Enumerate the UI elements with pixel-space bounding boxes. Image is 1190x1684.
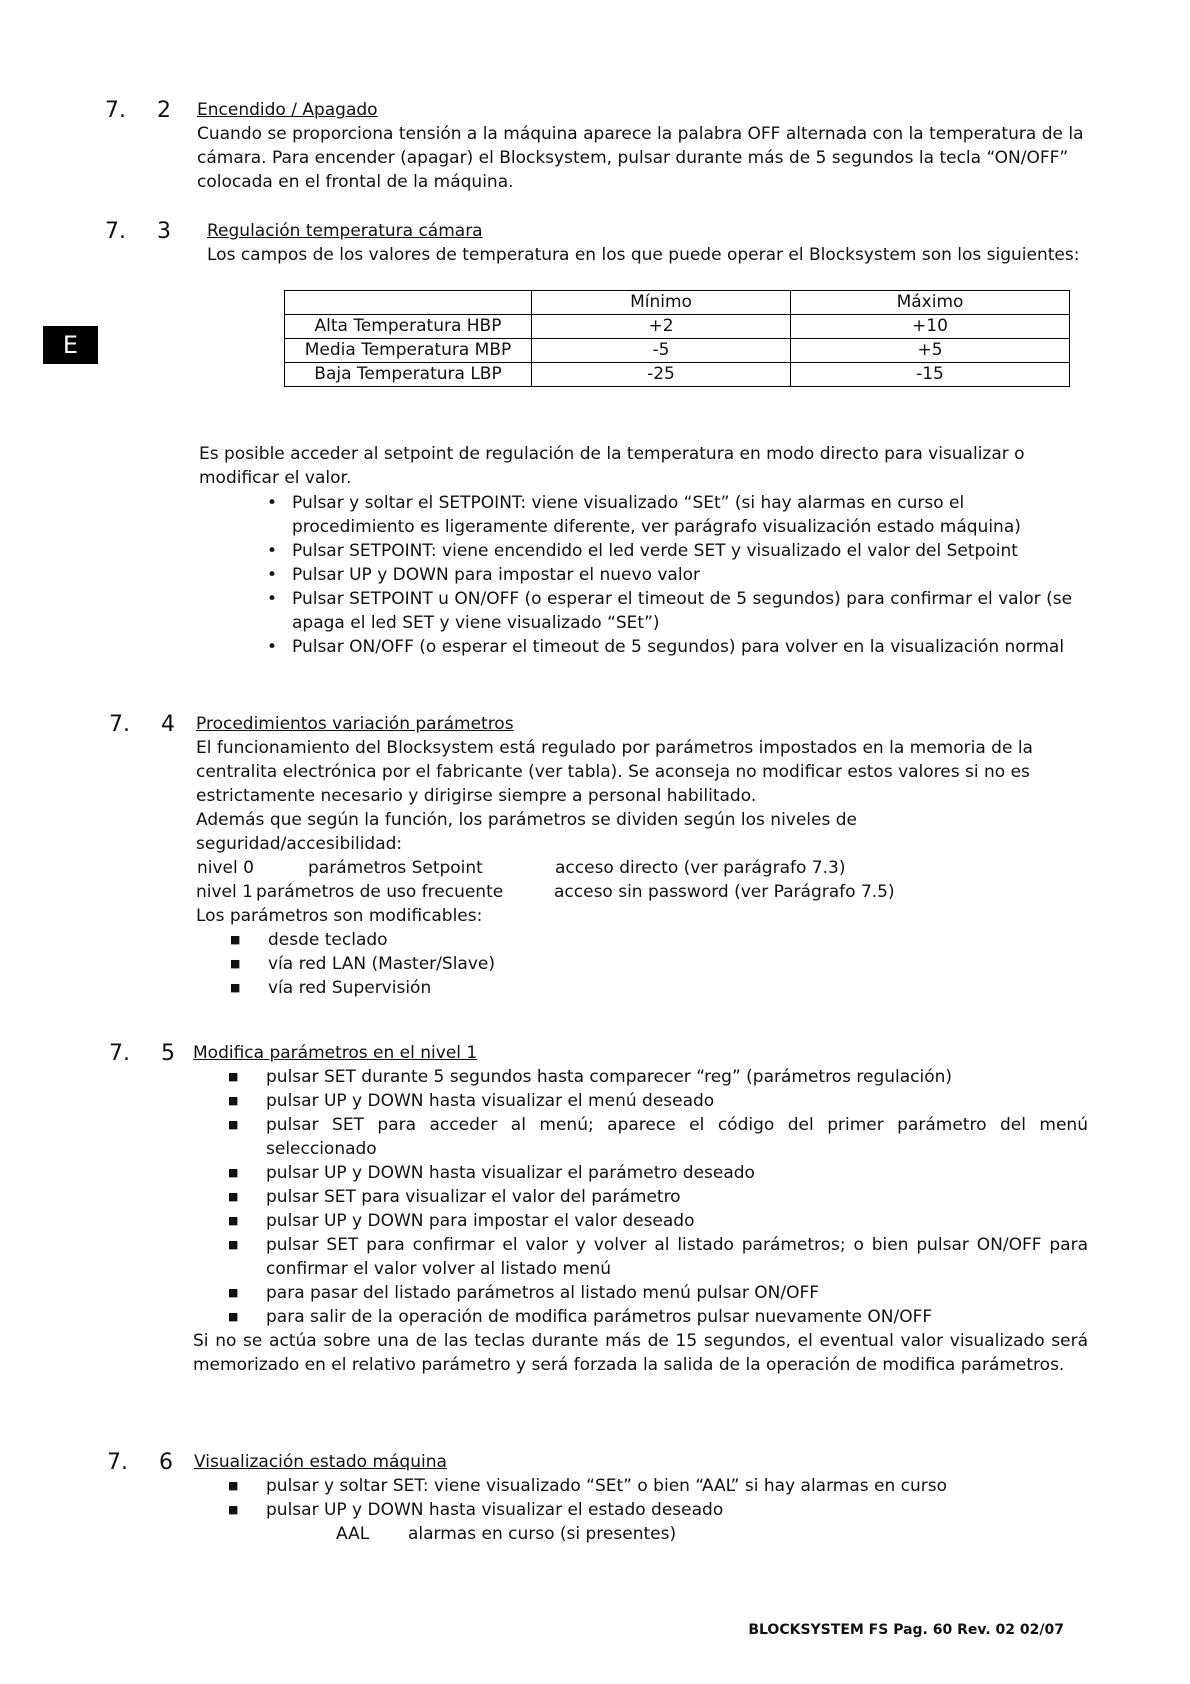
- list-item-text: vía red LAN (Master/Slave): [268, 954, 495, 974]
- list-item-text: Pulsar y soltar el SETPOINT: viene visualizado “SEt” (si hay alarmas en curso el procedimiento es ligeramente diferente, ver parágrafo visualización estado máquina): [292, 493, 1021, 537]
- table-row: [285, 363, 1070, 387]
- section-major: 7.: [109, 712, 130, 737]
- table-cell: -15: [791, 363, 1070, 387]
- square-bullet-icon: ■: [230, 933, 241, 946]
- list-item-text: pulsar SET para acceder al menú; aparece el código del primer parámetro del menú seleccionado: [266, 1115, 1088, 1159]
- section-major: 7.: [109, 1041, 130, 1066]
- section-body-7-2: Cuando se proporciona tensión a la máquina aparece la palabra OFF alternada con la temperatura de la cámara. Para encender (apagar) el Blocksystem, pulsar durante más de 5 segundos la tecla “ON/OFF” colocada en el frontal de la máquina.: [197, 124, 1084, 192]
- section-body-7-4: El funcionamiento del Blocksystem está regulado por parámetros impostados en la memoria de la centralita electrónica por el fabricante (ver tabla). Se aconseja no modificar estos valores si no es estrictamente necesario y dirigirse siempre a personal habilitado.: [196, 738, 1033, 806]
- section-minor: 4: [161, 712, 175, 737]
- square-bullet-icon: ■: [228, 1286, 239, 1299]
- setpoint-steps-list: [223, 491, 1091, 659]
- list-item: [228, 1065, 1088, 1089]
- list-item-text: pulsar UP y DOWN hasta visualizar el menú deseado: [266, 1091, 715, 1111]
- page-footer: BLOCKSYSTEM FS Pag. 60 Rev. 02 02/07: [748, 1622, 1064, 1638]
- list-item-text: pulsar UP y DOWN hasta visualizar el estado deseado: [266, 1500, 724, 1520]
- square-bullet-icon: ■: [228, 1166, 239, 1179]
- square-bullet-icon: ■: [228, 1310, 239, 1323]
- section-title-7-6: Visualización estado máquina: [194, 1452, 447, 1472]
- list-item-text: pulsar UP y DOWN para impostar el valor deseado: [266, 1211, 695, 1231]
- list-item: [228, 1281, 1088, 1305]
- section-major: 7.: [107, 1450, 128, 1475]
- section-title-7-3: Regulación temperatura cámara: [207, 221, 483, 241]
- list-item-text: desde teclado: [268, 930, 388, 950]
- list-item-text: vía red Supervisión: [268, 978, 432, 998]
- table-cell: Baja Temperatura LBP: [285, 363, 532, 387]
- list-item-text: Pulsar SETPOINT u ON/OFF (o esperar el timeout de 5 segundos) para confirmar el valor (se apaga el led SET y viene visualizado “SEt”): [292, 589, 1073, 633]
- language-tab: E: [43, 326, 98, 364]
- list-item-text: Pulsar UP y DOWN para impostar el nuevo valor: [292, 565, 700, 585]
- list-item: [223, 635, 1091, 659]
- section-minor: 5: [161, 1041, 175, 1066]
- bullet-icon: •: [267, 541, 278, 561]
- square-bullet-icon: ■: [230, 957, 241, 970]
- section-title-7-5: Modifica parámetros en el nivel 1: [193, 1043, 478, 1063]
- list-item-text: para salir de la operación de modifica parámetros pulsar nuevamente ON/OFF: [266, 1307, 933, 1327]
- list-item-text: Pulsar ON/OFF (o esperar el timeout de 5 segundos) para volver en la visualización normal: [292, 637, 1065, 657]
- list-item: [228, 1185, 1088, 1209]
- table-header-row: [285, 291, 1070, 315]
- table-cell: -5: [532, 339, 791, 363]
- square-bullet-icon: ■: [230, 981, 241, 994]
- machine-state-steps-list: [228, 1474, 1088, 1522]
- square-bullet-icon: ■: [228, 1479, 239, 1492]
- level-access: acceso sin password (ver Parágrafo 7.5): [554, 882, 895, 902]
- list-item: [223, 491, 1091, 539]
- section-intro-7-3: Los campos de los valores de temperatura en los que puede operar el Blocksystem son los siguientes:: [207, 245, 1080, 265]
- level-access: acceso directo (ver parágrafo 7.3): [555, 858, 846, 878]
- level-1-steps-list: [228, 1065, 1088, 1329]
- temperature-range-table: [284, 290, 1070, 387]
- list-item-text: pulsar SET para visualizar el valor del parámetro: [266, 1187, 681, 1207]
- list-item: [228, 1113, 1088, 1161]
- section-closing-7-5: Si no se actúa sobre una de las teclas durante más de 15 segundos, el eventual valor visualizado será memorizado en el relativo parámetro y será forzada la salida de la operación de modifica parámetros.: [193, 1331, 1088, 1375]
- list-item: [228, 1209, 1088, 1233]
- list-item: [228, 1474, 1088, 1498]
- list-item: [223, 563, 1091, 587]
- section-minor: 6: [159, 1450, 173, 1475]
- section-minor: 2: [157, 98, 171, 123]
- level-label: nivel 1: [196, 882, 253, 902]
- list-item: [228, 1161, 1088, 1185]
- table-cell: Media Temperatura MBP: [285, 339, 532, 363]
- state-description: alarmas en curso (si presentes): [408, 1524, 677, 1544]
- square-bullet-icon: ■: [228, 1190, 239, 1203]
- list-item-text: pulsar SET durante 5 segundos hasta comparecer “reg” (parámetros regulación): [266, 1067, 953, 1087]
- table-cell: Alta Temperatura HBP: [285, 315, 532, 339]
- table-row: [285, 315, 1070, 339]
- bullet-icon: •: [267, 493, 278, 513]
- square-bullet-icon: ■: [228, 1238, 239, 1251]
- list-item: [228, 1089, 1088, 1113]
- table-row: [285, 339, 1070, 363]
- section-major: 7.: [105, 219, 126, 244]
- state-code: AAL: [336, 1524, 370, 1544]
- square-bullet-icon: ■: [228, 1094, 239, 1107]
- table-cell: +10: [791, 315, 1070, 339]
- section-title-7-2: Encendido / Apagado: [197, 100, 378, 120]
- table-header-cell: [285, 291, 532, 315]
- square-bullet-icon: ■: [228, 1070, 239, 1083]
- list-item: [228, 1305, 1088, 1329]
- square-bullet-icon: ■: [228, 1214, 239, 1227]
- table-cell: +5: [791, 339, 1070, 363]
- bullet-icon: •: [267, 589, 278, 609]
- list-item-text: Pulsar SETPOINT: viene encendido el led verde SET y visualizado el valor del Setpoint: [292, 541, 1018, 561]
- list-item-text: pulsar y soltar SET: viene visualizado “SEt” o bien “AAL” si hay alarmas en curso: [266, 1476, 948, 1496]
- level-description: parámetros Setpoint: [308, 858, 483, 878]
- list-item-text: pulsar UP y DOWN hasta visualizar el parámetro deseado: [266, 1163, 755, 1183]
- square-bullet-icon: ■: [228, 1118, 239, 1131]
- list-item: [223, 539, 1091, 563]
- list-item: [223, 587, 1091, 635]
- section-body-7-4-levels-intro: Además que según la función, los parámetros se dividen según los niveles de seguridad/accesibilidad:: [196, 810, 857, 854]
- square-bullet-icon: ■: [228, 1503, 239, 1516]
- list-item: [228, 1498, 1088, 1522]
- table-cell: +2: [532, 315, 791, 339]
- table-header-cell: Mínimo: [532, 291, 791, 315]
- section-title-7-4: Procedimientos variación parámetros: [196, 714, 514, 734]
- section-major: 7.: [105, 98, 126, 123]
- table-cell: -25: [532, 363, 791, 387]
- setpoint-paragraph: Es posible acceder al setpoint de regulación de la temperatura en modo directo para visualizar o modificar el valor.: [199, 444, 1025, 488]
- bullet-icon: •: [267, 565, 278, 585]
- list-item: [230, 976, 730, 1000]
- section-minor: 3: [157, 219, 171, 244]
- list-item-text: pulsar SET para confirmar el valor y volver al listado parámetros; o bien pulsar ON/OFF para confirmar el valor volver al listado menú: [266, 1235, 1088, 1279]
- list-item: [228, 1233, 1088, 1281]
- list-item: [230, 952, 730, 976]
- level-label: nivel 0: [197, 858, 254, 878]
- table-header-cell: Máximo: [791, 291, 1070, 315]
- bullet-icon: •: [267, 637, 278, 657]
- list-item: [230, 928, 730, 952]
- level-description: parámetros de uso frecuente: [256, 882, 504, 902]
- modifiable-via-list: [230, 928, 730, 1000]
- modifiable-intro: Los parámetros son modificables:: [196, 906, 483, 926]
- list-item-text: para pasar del listado parámetros al listado menú pulsar ON/OFF: [266, 1283, 820, 1303]
